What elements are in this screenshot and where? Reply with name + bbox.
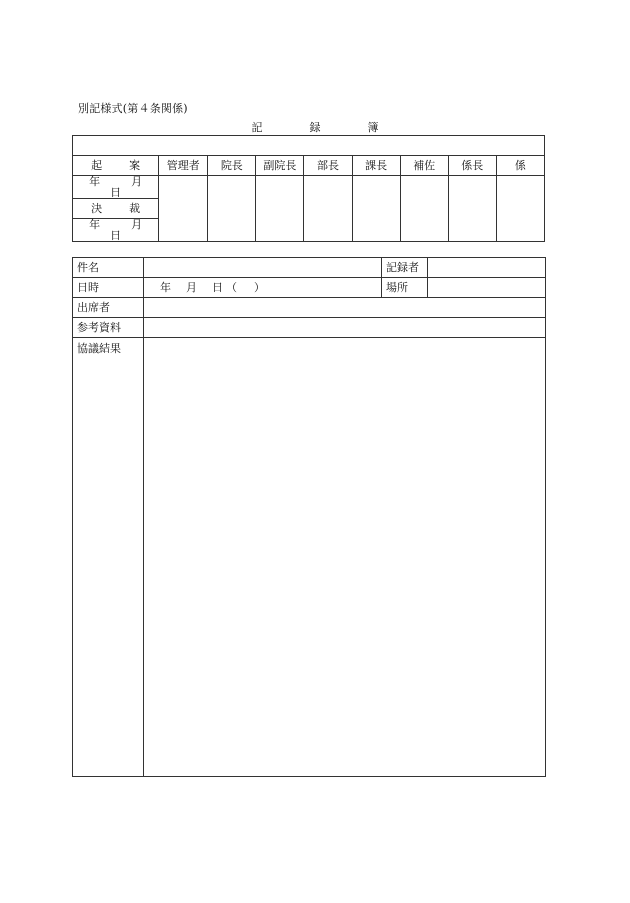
- form-label: 別記様式(第４条関係): [78, 102, 188, 115]
- references-field[interactable]: [144, 318, 546, 338]
- seal-box-section-chief[interactable]: [352, 176, 400, 242]
- seal-box-assistant[interactable]: [400, 176, 448, 242]
- place-label: 場所: [382, 278, 428, 298]
- document-title-text: 記 録 簿: [251, 121, 397, 134]
- recorder-field[interactable]: [428, 258, 546, 278]
- approval-blank-cell[interactable]: [73, 136, 545, 156]
- role-manager: 管理者: [159, 156, 208, 176]
- role-department-head: 部長: [304, 156, 352, 176]
- result-label: 協議結果: [73, 338, 144, 777]
- attendees-field[interactable]: [144, 298, 546, 318]
- datetime-label: 日時: [73, 278, 144, 298]
- place-field[interactable]: [428, 278, 546, 298]
- references-label: 参考資料: [73, 318, 144, 338]
- role-assistant: 補佐: [400, 156, 448, 176]
- drafting-label: 起 案: [73, 156, 159, 176]
- attendees-row: [73, 298, 546, 318]
- drafting-date-label: 年 月 日: [73, 176, 159, 199]
- subject-label: 件名: [73, 258, 144, 278]
- seal-box-vice-director[interactable]: [256, 176, 304, 242]
- datetime-month: 月: [186, 281, 200, 294]
- result-row: [73, 338, 546, 777]
- subject-row: [73, 258, 546, 278]
- role-director: 院長: [208, 156, 256, 176]
- role-section-chief: 課長: [352, 156, 400, 176]
- seal-box-department-head[interactable]: [304, 176, 352, 242]
- role-subsection-chief: 係長: [448, 156, 496, 176]
- decision-date-label: 年 月 日: [73, 219, 159, 242]
- record-table: [72, 257, 546, 777]
- seal-box-staff[interactable]: [496, 176, 544, 242]
- approval-blank-row: [73, 136, 545, 156]
- seal-box-subsection-chief[interactable]: [448, 176, 496, 242]
- decision-label: 決 裁: [73, 199, 159, 219]
- datetime-day: 日（ ）: [212, 281, 268, 294]
- attendees-label: 出席者: [73, 298, 144, 318]
- approval-table: [72, 135, 545, 242]
- approval-header-row: [73, 156, 545, 176]
- result-field[interactable]: [144, 338, 546, 777]
- references-row: [73, 318, 546, 338]
- datetime-field[interactable]: [144, 278, 382, 298]
- role-staff: 係: [496, 156, 544, 176]
- datetime-year: 年: [160, 281, 174, 294]
- document-title: [0, 119, 630, 135]
- recorder-label: 記録者: [382, 258, 428, 278]
- approval-row: [73, 176, 545, 199]
- seal-box-director[interactable]: [208, 176, 256, 242]
- datetime-row: [73, 278, 546, 298]
- subject-field[interactable]: [144, 258, 382, 278]
- role-vice-director: 副院長: [256, 156, 304, 176]
